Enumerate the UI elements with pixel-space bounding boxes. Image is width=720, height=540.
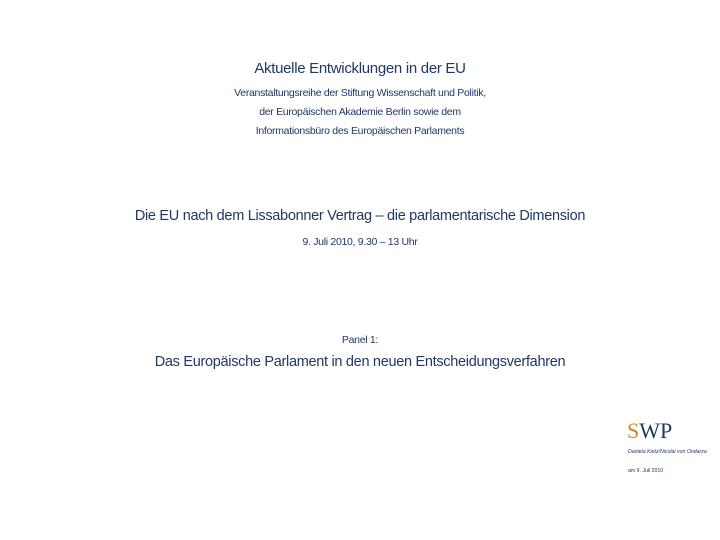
series-title: Aktuelle Entwicklungen in der EU <box>254 60 466 77</box>
footer-date: am 9. Juli 2010 <box>628 468 664 474</box>
series-subtitle-line-1: Veranstaltungsreihe der Stiftung Wissenschaft und Politik, <box>234 87 486 99</box>
event-date: 9. Juli 2010, 9.30 – 13 Uhr <box>302 236 418 248</box>
event-title: Die EU nach dem Lissabonner Vertrag – die parlamentarische Dimension <box>134 208 586 224</box>
swp-logo-letters-wp: WP <box>639 418 673 443</box>
panel-title: Das Europäische Parlament in den neuen Entscheidungsverfahren <box>154 354 566 370</box>
panel-label: Panel 1: <box>341 334 379 346</box>
series-subtitle-line-2: der Europäischen Akademie Berlin sowie dem <box>259 106 461 118</box>
series-subtitle-line-3: Informationsbüro des Europäischen Parlaments <box>255 125 465 137</box>
authors: Daniela Kietz/Nicolai von Ondarza <box>628 449 707 455</box>
swp-logo <box>627 418 672 444</box>
swp-logo-letter-s: S <box>627 418 640 443</box>
